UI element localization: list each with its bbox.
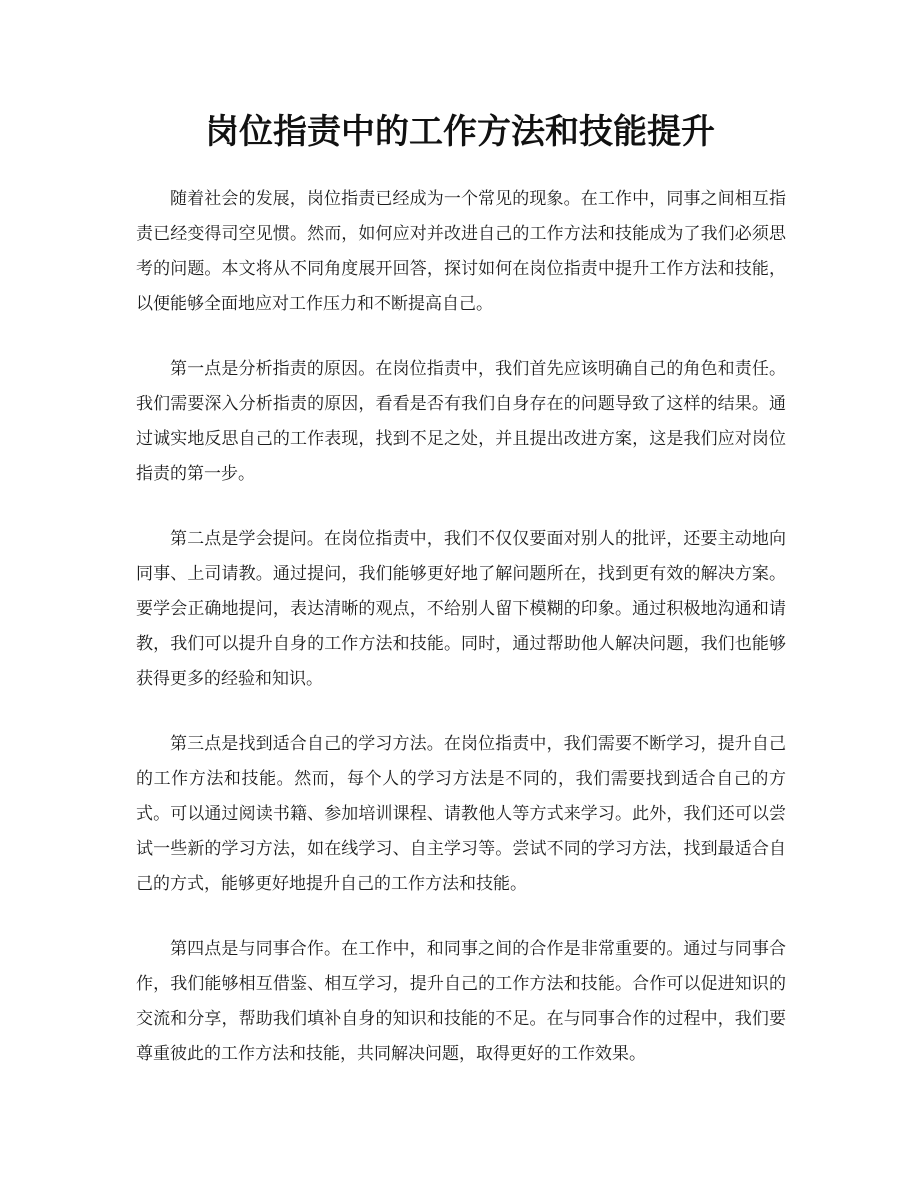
paragraph-1: 随着社会的发展，岗位指责已经成为一个常见的现象。在工作中，同事之间相互指责已经变得司空见惯。然而，如何应对并改进自己的工作方法和技能成为了我们必须思考的问题。本文将从不同角度展开回答，探讨如何在岗位指责中提升工作方法和技能，以便能够全面地应对工作压力和不断提高自己。 — [136, 189, 786, 314]
document-body — [136, 182, 786, 1102]
paragraph-5: 第四点是与同事合作。在工作中，和同事之间的合作是非常重要的。通过与同事合作，我们能够相互借鉴、相互学习，提升自己的工作方法和技能。合作可以促进知识的交流和分享，帮助我们填补自身的知识和技能的不足。在与同事合作的过程中，我们要尊重彼此的工作方法和技能，共同解决问题，取得更好的工作效果。 — [136, 939, 786, 1064]
document-title: 岗位指责中的工作方法和技能提升 — [205, 112, 715, 152]
paragraph-3: 第二点是学会提问。在岗位指责中，我们不仅仅要面对别人的批评，还要主动地向同事、上司请教。通过提问，我们能够更好地了解问题所在，找到更有效的解决方案。要学会正确地提问，表达清晰的观点，不给别人留下模糊的印象。通过积极地沟通和请教，我们可以提升自身的工作方法和技能。同时，通过帮助他人解决问题，我们也能够获得更多的经验和知识。 — [136, 529, 786, 689]
paragraph-2: 第一点是分析指责的原因。在岗位指责中，我们首先应该明确自己的角色和责任。我们需要深入分析指责的原因，看看是否有我们自身存在的问题导致了这样的结果。通过诚实地反思自己的工作表现，找到不足之处，并且提出改进方案，这是我们应对岗位指责的第一步。 — [136, 359, 786, 484]
paragraph-4: 第三点是找到适合自己的学习方法。在岗位指责中，我们需要不断学习，提升自己的工作方法和技能。然而，每个人的学习方法是不同的，我们需要找到适合自己的方式。可以通过阅读书籍、参加培训课程、请教他人等方式来学习。此外，我们还可以尝试一些新的学习方法，如在线学习、自主学习等。尝试不同的学习方法，找到最适合自己的方式，能够更好地提升自己的工作方法和技能。 — [136, 734, 786, 894]
